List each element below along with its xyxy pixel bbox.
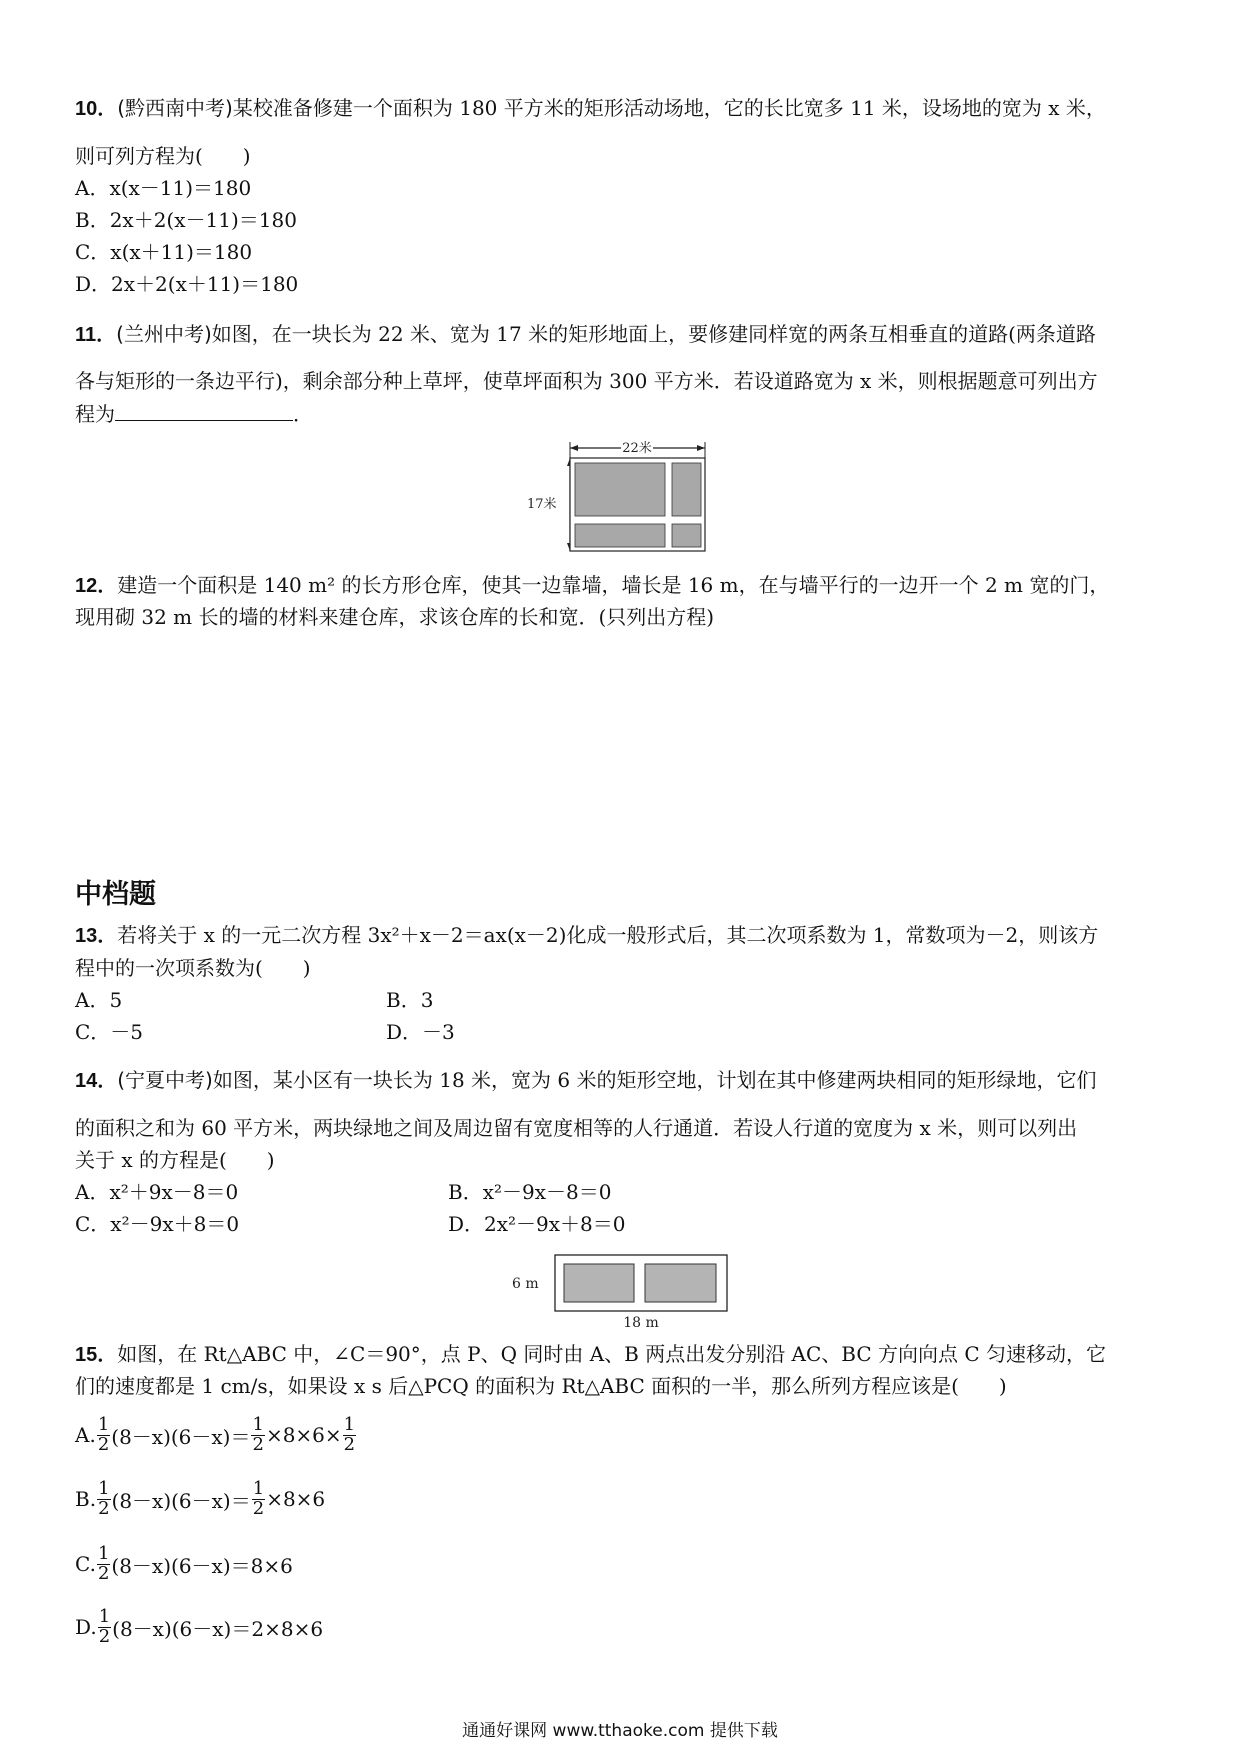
q13-option-b: B．3: [386, 988, 434, 1012]
fraction-denominator: 2: [343, 1433, 356, 1455]
q14-option-c: C．x²－9x＋8＝0: [75, 1212, 240, 1236]
q14-number: 14．: [75, 1070, 118, 1092]
q14-width-label: 18 m: [623, 1315, 659, 1328]
q10-stem-1: 某校准备修建一个面积为 180 平方米的矩形活动场地，它的长比宽多 11 米，设场地的宽为 x 米，: [232, 96, 1106, 120]
q15-option-d: [75, 1608, 323, 1647]
q11-number: 11．: [75, 324, 117, 346]
q10-option-b: B．2x＋2(x－11)＝180: [75, 208, 297, 232]
q12-number: 12．: [75, 575, 118, 597]
fraction-numerator: 1: [252, 1478, 265, 1499]
q10-stem-2: 则可列方程为( ): [75, 144, 251, 168]
q14-option-d: D．2x²－9x＋8＝0: [448, 1212, 626, 1236]
q11-source: (兰州中考): [116, 322, 212, 346]
q15-option-b-middle: (8－x)(6－x)＝: [111, 1488, 251, 1513]
q10-option-d: D．2x＋2(x＋11)＝180: [75, 272, 299, 296]
q11-answer-blank: [115, 404, 293, 421]
q15-option-c-tail: (8－x)(6－x)＝8×6: [111, 1553, 293, 1578]
q15-line1: [75, 1344, 1106, 1365]
q15-option-a-tail: ×8×6×: [265, 1423, 342, 1448]
q15-option-a-middle: (8－x)(6－x)＝: [111, 1424, 251, 1449]
q15-stem-1: 如图，在 Rt△ABC 中，∠C＝90°，点 P、Q 同时由 A、B 两点出发分别沿 AC、BC 方向向点 C 匀速移动，它: [117, 1342, 1107, 1366]
q13-stem-2: 程中的一次项系数为( ): [75, 956, 311, 980]
fraction-denominator: 2: [252, 1433, 264, 1455]
fraction-numerator: 1: [98, 1478, 110, 1499]
fraction-half: [251, 1416, 264, 1455]
q15-option-b-tail: ×8×6: [266, 1487, 326, 1512]
q15-option-d-letter: D.: [75, 1615, 97, 1640]
q10-source: (黔西南中考): [117, 96, 233, 120]
q13-option-a: A．5: [75, 988, 123, 1012]
q11-lawn-top-right: [672, 463, 701, 516]
fraction-denominator: 2: [252, 1497, 265, 1519]
q11-arrowhead-right: [697, 445, 705, 451]
q15-number: 15．: [75, 1344, 118, 1366]
q14-option-a: A．x²＋9x－8＝0: [75, 1180, 239, 1204]
q11-stem-3: 程为: [75, 402, 115, 426]
section-title: 中档题: [75, 879, 156, 910]
q14-line1: [75, 1070, 1096, 1091]
q15-option-a-letter: A.: [75, 1423, 96, 1448]
q13-stem-1: 若将关于 x 的一元二次方程 3x²＋x－2＝ax(x－2)化成一般形式后，其二次项系数为 1，常数项为－2，则该方: [117, 923, 1099, 947]
q11-height-label: 17米: [527, 497, 557, 512]
q11-lawn-top-left: [575, 463, 665, 516]
fraction-numerator: 1: [252, 1414, 264, 1435]
q12-stem-2: 现用砌 32 m 长的墙的材料来建仓库，求该仓库的长和宽．(只列出方程): [75, 605, 715, 629]
q14-stem-1: 如图，某小区有一块长为 18 米，宽为 6 米的矩形空地，计划在其中修建两块相同的矩形绿地，它们: [212, 1068, 1097, 1092]
fraction-half: [98, 1608, 111, 1647]
q14-stem-2: 的面积之和为 60 平方米，两块绿地之间及周边留有宽度相等的人行通道．若设人行道的宽度为 x 米，则可以列出: [75, 1116, 1078, 1140]
q11-stem-2: 各与矩形的一条边平行)，剩余部分种上草坪，使草坪面积为 300 平方米．若设道路宽为 x 米，则根据题意可列出方: [75, 369, 1098, 393]
fraction-half: [97, 1416, 110, 1455]
q14-lawn-right: [645, 1264, 716, 1302]
q14-height-label: 6 m: [512, 1276, 539, 1292]
q10-option-a: A．x(x－11)＝180: [75, 176, 252, 200]
q11-figure: [525, 438, 720, 555]
q14-figure: [510, 1250, 730, 1328]
fraction-numerator: 1: [343, 1414, 356, 1435]
fraction-denominator: 2: [98, 1625, 111, 1647]
fraction-numerator: 1: [97, 1543, 110, 1564]
q15-option-b-letter: B.: [75, 1487, 97, 1512]
q14-option-b: B．x²－9x－8＝0: [448, 1180, 612, 1204]
q10-number: 10．: [75, 98, 118, 120]
fraction-numerator: 1: [98, 1606, 111, 1627]
fraction-numerator: 1: [97, 1414, 110, 1435]
q11-lawn-bottom-right: [672, 524, 701, 547]
fraction-denominator: 2: [97, 1433, 110, 1455]
q11-stem-1: 如图，在一块长为 22 米、宽为 17 米的矩形地面上，要修建同样宽的两条互相垂直的道路(两条道路: [211, 322, 1096, 346]
q11-stem-3-end: ．: [293, 402, 313, 426]
q15-stem-2: 们的速度都是 1 cm/s，如果设 x s 后△PCQ 的面积为 Rt△ABC 面积的一半，那么所列方程应该是( ): [75, 1374, 1007, 1398]
q11-arrowhead-left: [570, 445, 578, 451]
q13-number: 13．: [75, 925, 118, 947]
q13-line1: [75, 925, 1098, 946]
q10-line1: [75, 98, 1106, 119]
q14-stem-3: 关于 x 的方程是( ): [75, 1148, 275, 1172]
q10-option-c: C．x(x＋11)＝180: [75, 240, 253, 264]
fraction-denominator: 2: [97, 1562, 110, 1584]
page-footer: 通通好课网 www.tthaoke.com 提供下载: [462, 1721, 778, 1741]
q13-option-c: C．－5: [75, 1020, 144, 1044]
q11-lawn-bottom-left: [575, 524, 665, 547]
q15-option-d-tail: (8－x)(6－x)＝2×8×6: [112, 1616, 324, 1641]
q12-line1: [75, 575, 1109, 596]
fraction-half: [252, 1480, 265, 1519]
q15-option-c: [75, 1545, 293, 1584]
q13-option-d: D．－3: [386, 1020, 455, 1044]
q11-line3: [75, 404, 313, 424]
q14-source: (宁夏中考): [117, 1068, 213, 1092]
q15-option-c-letter: C.: [75, 1552, 96, 1577]
fraction-half: [343, 1416, 356, 1455]
q15-option-b: [75, 1480, 325, 1519]
q12-stem-1: 建造一个面积是 140 m² 的长方形仓库，使其一边靠墙，墙长是 16 m，在与墙平行的一边开一个 2 m 宽的门，: [117, 573, 1110, 597]
q14-lawn-left: [564, 1264, 634, 1302]
q11-line1: [75, 324, 1096, 345]
fraction-half: [97, 1545, 110, 1584]
q11-width-label: 22米: [622, 441, 652, 456]
q15-option-a: [75, 1416, 357, 1455]
fraction-denominator: 2: [98, 1497, 110, 1519]
fraction-half: [97, 1480, 110, 1519]
